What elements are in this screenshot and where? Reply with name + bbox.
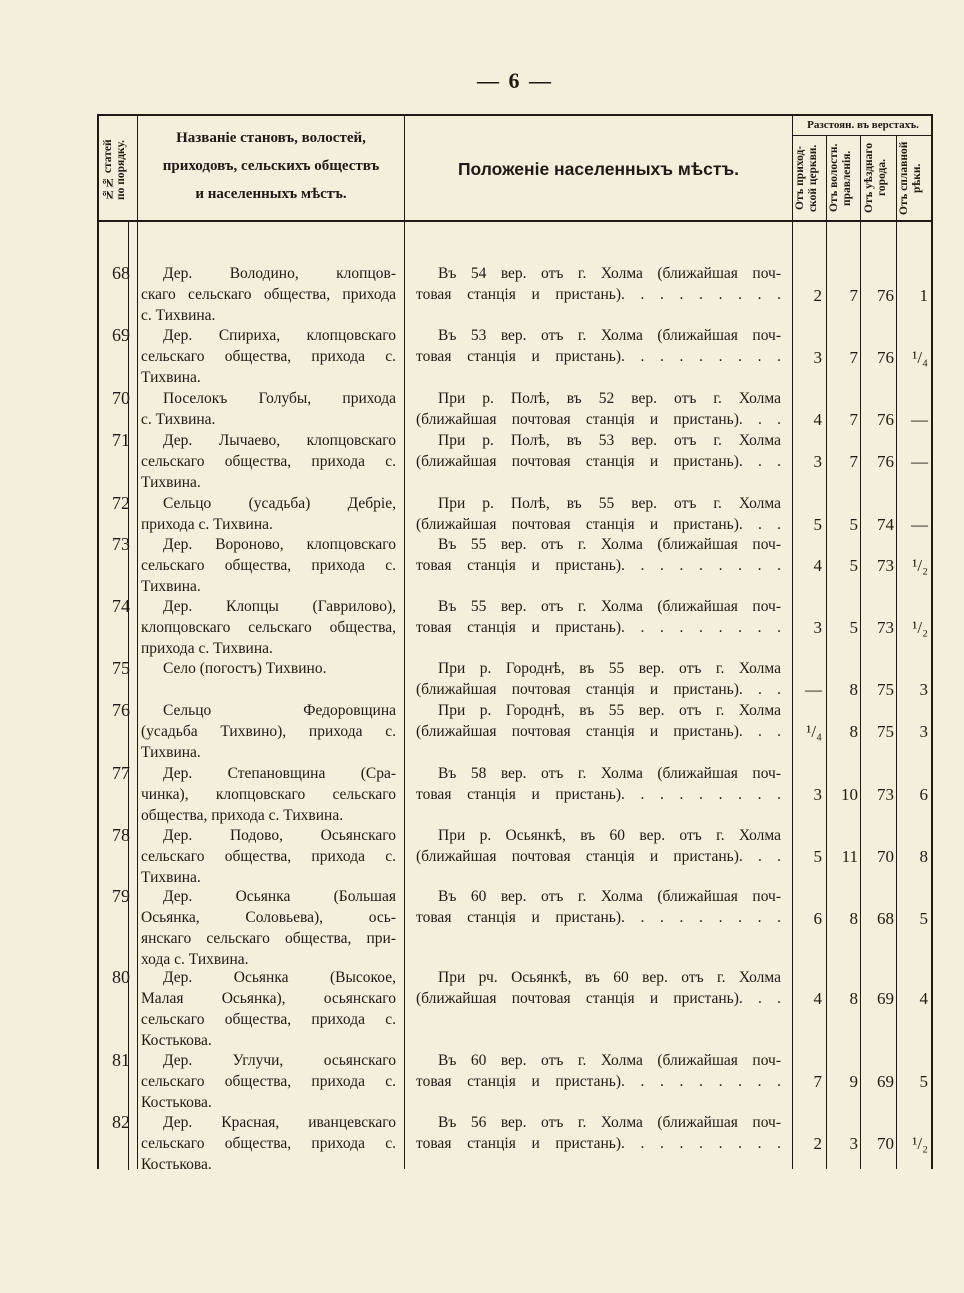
settlement-name-line: чинка), клопцовскаго сельскаго xyxy=(141,786,396,803)
settlement-name xyxy=(141,534,396,597)
row-number: 78 xyxy=(112,825,130,845)
settlement-name xyxy=(141,430,396,493)
distance-volost: 8 xyxy=(849,680,858,699)
distance-volost: 8 xyxy=(849,909,858,928)
settlement-position-line: товая станція и пристань). . . . . . . . . xyxy=(416,1073,781,1090)
settlement-position-line: товая станція и пристань). . . . . . . . . xyxy=(416,786,781,803)
distance-volost: 8 xyxy=(849,722,858,741)
settlement-position-line: (ближайшая почтовая станція и пристань). . . xyxy=(416,723,781,740)
distance-town: 69 xyxy=(877,1072,894,1091)
settlement-position xyxy=(416,534,781,576)
distance-volost: 9 xyxy=(849,1072,858,1091)
settlement-name xyxy=(141,658,396,679)
settlement-position-line: При р. Городнѣ, въ 55 вер. отъ г. Холма xyxy=(438,702,781,719)
settlement-position xyxy=(416,388,781,430)
column-rule xyxy=(404,114,405,1169)
settlement-position-line: (ближайшая почтовая станція и пристань). . . xyxy=(416,516,781,533)
distance-town: 73 xyxy=(877,785,894,804)
settlement-name-line: сельскаго общества, прихода с. xyxy=(141,1135,396,1152)
column-rule xyxy=(792,114,793,1169)
header-distance-line: рѣки. xyxy=(911,163,923,193)
distance-town: 73 xyxy=(877,618,894,637)
distance-church: 3 xyxy=(813,785,822,804)
distance-town: 76 xyxy=(877,452,894,471)
settlement-name-line: Дер. Степановщина (Сра- xyxy=(163,765,396,782)
distance-river: — xyxy=(911,515,928,534)
header-distance-line: Отъ волостн. xyxy=(828,143,840,213)
distance-town: 76 xyxy=(877,286,894,305)
distance-town: 75 xyxy=(877,680,894,699)
settlement-position xyxy=(416,700,781,742)
header-distance-church xyxy=(794,140,825,216)
row-number: 79 xyxy=(112,886,130,906)
settlement-name xyxy=(141,886,396,970)
row-number: 68 xyxy=(112,263,130,283)
settlement-position-line: товая станція и пристань). . . . . . . . . xyxy=(416,286,781,303)
distance-volost: 10 xyxy=(841,785,858,804)
distance-river: 3 xyxy=(919,680,928,699)
distance-volost: 5 xyxy=(849,515,858,534)
header-distance-town xyxy=(863,140,894,216)
header-position: Положеніе населенныхъ мѣстъ. xyxy=(457,159,740,179)
distance-town: 68 xyxy=(877,909,894,928)
settlement-position xyxy=(416,430,781,472)
header-bottom-rule xyxy=(97,220,933,222)
settlement-name-line: Тихвина. xyxy=(141,474,201,491)
distance-volost: 11 xyxy=(841,847,858,866)
settlement-name-line: Малая Осьянка), осьянскаго xyxy=(141,990,396,1007)
row-number: 81 xyxy=(112,1050,130,1070)
settlement-name-line: янскаго сельскаго общества, при- xyxy=(141,930,396,947)
header-distance-line: ской церкви. xyxy=(807,144,819,212)
settlement-position xyxy=(416,886,781,928)
header-number-line: №№ статей xyxy=(102,139,114,201)
settlement-name-line: с. Тихвина. xyxy=(141,411,216,428)
distance-volost: 5 xyxy=(849,556,858,575)
distance-church: 3 xyxy=(813,348,822,367)
settlement-name-line: Дер. Углучи, осьянскаго xyxy=(163,1052,396,1069)
header-distance-river xyxy=(898,140,929,216)
column-rule xyxy=(931,114,933,1169)
header-name xyxy=(140,124,402,208)
distance-church: — xyxy=(805,680,822,699)
distance-volost: 3 xyxy=(849,1134,858,1153)
distance-church: 2 xyxy=(813,286,822,305)
settlement-name-line: Дер. Красная, иванцевскаго xyxy=(163,1114,396,1131)
column-rule xyxy=(137,114,138,1169)
distance-town: 76 xyxy=(877,348,894,367)
distance-river: ¹/₂ xyxy=(912,1134,928,1153)
settlement-name-line: Дер. Спириха, клопцовскаго xyxy=(163,327,396,344)
row-number: 70 xyxy=(112,388,130,408)
column-rule xyxy=(128,222,129,1170)
settlement-position-line: товая станція и пристань). . . . . . . . . xyxy=(416,1135,781,1152)
settlement-name xyxy=(141,263,396,326)
distance-river: ¹/₂ xyxy=(912,618,928,637)
header-name-line: приходовъ, сельскихъ обществъ xyxy=(162,158,380,174)
distance-church: ¹/₄ xyxy=(806,722,822,741)
header-name-line: и населенныхъ мѣстъ. xyxy=(195,186,347,202)
row-number: 82 xyxy=(112,1112,130,1132)
distance-river: 5 xyxy=(919,909,928,928)
settlement-name xyxy=(141,493,396,535)
header-distance-line: правленія. xyxy=(841,150,853,206)
header-name-line: Названіе становъ, волостей, xyxy=(176,130,366,146)
page-number: — 6 — xyxy=(477,68,553,93)
settlement-name-line: Село (погостъ) Тихвино. xyxy=(163,660,327,677)
column-rule xyxy=(860,136,861,1169)
row-number: 74 xyxy=(112,596,130,616)
settlement-position xyxy=(416,493,781,535)
settlement-position-line: При р. Городнѣ, въ 55 вер. отъ г. Холма xyxy=(438,660,781,677)
settlement-name-line: общества, прихода с. Тихвина. xyxy=(141,807,344,824)
header-distance-line: Отъ уѣзднаго xyxy=(863,142,875,214)
settlement-name xyxy=(141,763,396,826)
settlement-name-line: Поселокъ Голубы, прихода xyxy=(163,390,396,407)
header-distance-line: Отъ сплавной xyxy=(898,141,910,215)
distance-river: 1 xyxy=(919,286,928,305)
settlement-position xyxy=(416,763,781,805)
settlement-name-line: Осьянка, Соловьева), ось- xyxy=(141,909,396,926)
distance-river: ¹/₂ xyxy=(912,556,928,575)
settlement-name xyxy=(141,967,396,1051)
settlement-name xyxy=(141,596,396,659)
distance-town: 75 xyxy=(877,722,894,741)
row-number: 73 xyxy=(112,534,130,554)
settlement-position-line: товая станція и пристань). . . . . . . . . xyxy=(416,619,781,636)
distance-town: 70 xyxy=(877,1134,894,1153)
distance-church: 3 xyxy=(813,618,822,637)
settlement-position-line: При р. Полѣ, въ 53 вер. отъ г. Холма xyxy=(438,432,781,449)
settlement-position xyxy=(416,967,781,1009)
distance-river: — xyxy=(911,452,928,471)
settlement-position-line: (ближайшая почтовая станція и пристань). . . xyxy=(416,453,781,470)
settlement-name-line: Костькова. xyxy=(141,1094,212,1111)
settlement-name-line: Костькова. xyxy=(141,1032,212,1049)
row-number: 69 xyxy=(112,325,130,345)
row-number: 80 xyxy=(112,967,130,987)
settlement-name-line: Дер. Лычаево, клопцовскаго xyxy=(163,432,396,449)
settlement-position-line: Въ 58 вер. отъ г. Холма (ближайшая поч- xyxy=(438,765,781,782)
settlement-position-line: При р. Полѣ, въ 55 вер. отъ г. Холма xyxy=(438,495,781,512)
settlement-name xyxy=(141,1050,396,1113)
header-distance-line: Отъ приход- xyxy=(794,145,806,211)
settlement-position-line: При рч. Осьянкѣ, въ 60 вер. отъ г. Холма xyxy=(438,969,781,986)
row-number: 75 xyxy=(112,658,130,678)
settlement-name-line: (усадьба Тихвино), прихода с. xyxy=(141,723,396,740)
settlement-name-line: Костькова. xyxy=(141,1156,212,1173)
settlement-name-line: Дер. Осьянка (Высокое, xyxy=(163,969,396,986)
distance-volost: 8 xyxy=(849,989,858,1008)
settlement-name-line: Тихвина. xyxy=(141,578,201,595)
settlement-name-line: сельскаго общества, прихода с. xyxy=(141,453,396,470)
distance-church: 4 xyxy=(813,410,822,429)
settlement-position xyxy=(416,1050,781,1092)
distance-church: 2 xyxy=(813,1134,822,1153)
row-number: 72 xyxy=(112,493,130,513)
settlement-name-line: Тихвина. xyxy=(141,869,201,886)
row-number: 76 xyxy=(112,700,130,720)
distance-town: 74 xyxy=(877,515,894,534)
settlement-position-line: Въ 55 вер. отъ г. Холма (ближайшая поч- xyxy=(438,536,781,553)
distance-volost: 5 xyxy=(849,618,858,637)
settlement-name-line: прихода с. Тихвина. xyxy=(141,640,273,657)
settlement-position-line: (ближайшая почтовая станція и пристань). . . xyxy=(416,848,781,865)
header-number xyxy=(102,126,134,214)
settlement-name-line: сельскаго общества, прихода с. xyxy=(141,1011,396,1028)
settlement-position-line: Въ 60 вер. отъ г. Холма (ближайшая поч- xyxy=(438,1052,781,1069)
settlement-position xyxy=(416,1112,781,1154)
settlement-position-line: Въ 53 вер. отъ г. Холма (ближайшая поч- xyxy=(438,327,781,344)
row-number: 77 xyxy=(112,763,130,783)
distance-church: 6 xyxy=(813,909,822,928)
settlement-position-line: Въ 55 вер. отъ г. Холма (ближайшая поч- xyxy=(438,598,781,615)
settlement-position-line: Въ 56 вер. отъ г. Холма (ближайшая поч- xyxy=(438,1114,781,1131)
header-distance-group: Разстоян. въ верстахъ. xyxy=(807,119,919,131)
distance-church: 3 xyxy=(813,452,822,471)
distance-river: ¹/₄ xyxy=(912,348,928,367)
settlement-name-line: скаго сельскаго общества, прихода xyxy=(141,286,396,303)
settlement-name-line: сельскаго общества, прихода с. xyxy=(141,848,396,865)
column-rule xyxy=(97,114,99,1169)
settlement-name-line: Дер. Клопцы (Гаврилово), xyxy=(163,598,396,615)
distance-church: 5 xyxy=(813,515,822,534)
settlement-position-line: (ближайшая почтовая станція и пристань). . . xyxy=(416,411,781,428)
settlement-name-line: Тихвина. xyxy=(141,744,201,761)
distance-river: 3 xyxy=(919,722,928,741)
settlement-name-line: сельскаго общества, прихода с. xyxy=(141,557,396,574)
settlement-name xyxy=(141,1112,396,1175)
settlement-name-line: Дер. Осьянка (Большая xyxy=(163,888,396,905)
settlement-name-line: прихода с. Тихвина. xyxy=(141,516,273,533)
settlement-position-line: (ближайшая почтовая станція и пристань). . . xyxy=(416,681,781,698)
settlement-position-line: При р. Полѣ, въ 52 вер. отъ г. Холма xyxy=(438,390,781,407)
distance-town: 70 xyxy=(877,847,894,866)
settlement-position xyxy=(416,825,781,867)
column-rule xyxy=(896,136,897,1169)
settlement-position-line: Въ 60 вер. отъ г. Холма (ближайшая поч- xyxy=(438,888,781,905)
settlement-name-line: сельскаго общества, прихода с. xyxy=(141,348,396,365)
settlement-name-line: хода с. Тихвина. xyxy=(141,951,249,968)
settlement-name xyxy=(141,388,396,430)
settlement-position-line: (ближайшая почтовая станція и пристань). . . xyxy=(416,990,781,1007)
settlement-position-line: Въ 54 вер. отъ г. Холма (ближайшая поч- xyxy=(438,265,781,282)
distance-volost: 7 xyxy=(849,286,858,305)
settlement-position-line: товая станція и пристань). . . . . . . . . xyxy=(416,909,781,926)
settlement-name xyxy=(141,825,396,888)
settlement-name-line: сельскаго общества, прихода с. xyxy=(141,1073,396,1090)
distance-river: 4 xyxy=(919,989,928,1008)
settlement-name-line: Сельцо Федоровщина xyxy=(163,702,396,719)
settlement-name xyxy=(141,700,396,763)
distance-river: 6 xyxy=(919,785,928,804)
distance-church: 4 xyxy=(813,989,822,1008)
settlement-name-line: с. Тихвина. xyxy=(141,307,216,324)
distance-town: 69 xyxy=(877,989,894,1008)
distance-church: 5 xyxy=(813,847,822,866)
settlement-position xyxy=(416,325,781,367)
settlement-name-line: Дер. Володино, клопцов- xyxy=(163,265,396,282)
distance-river: — xyxy=(911,410,928,429)
header-distance-volost xyxy=(828,140,859,216)
distance-group-rule xyxy=(793,135,933,136)
settlement-position-line: товая станція и пристань). . . . . . . . . xyxy=(416,557,781,574)
row-number: 71 xyxy=(112,430,130,450)
settlement-name-line: Тихвина. xyxy=(141,369,201,386)
column-rule xyxy=(826,136,827,1169)
settlement-name-line: Сельцо (усадьба) Дебріе, xyxy=(163,495,396,512)
settlement-name-line: Дер. Вороново, клопцовскаго xyxy=(163,536,396,553)
settlement-name-line: клопцовскаго сельскаго общества, xyxy=(141,619,396,636)
settlement-name xyxy=(141,325,396,388)
distance-volost: 7 xyxy=(849,452,858,471)
settlement-position xyxy=(416,596,781,638)
distance-church: 7 xyxy=(813,1072,822,1091)
distance-volost: 7 xyxy=(849,348,858,367)
distance-town: 73 xyxy=(877,556,894,575)
distance-river: 5 xyxy=(919,1072,928,1091)
distance-river: 8 xyxy=(919,847,928,866)
settlement-position-line: При р. Осьянкѣ, въ 60 вер. отъ г. Холма xyxy=(438,827,781,844)
distance-church: 4 xyxy=(813,556,822,575)
settlement-name-line: Дер. Подово, Осьянскаго xyxy=(163,827,396,844)
distance-volost: 7 xyxy=(849,410,858,429)
distance-town: 76 xyxy=(877,410,894,429)
settlement-position xyxy=(416,263,781,305)
header-distance-line: города. xyxy=(876,159,888,197)
header-number-line: по порядку. xyxy=(115,140,127,200)
settlement-position xyxy=(416,658,781,700)
settlement-position-line: товая станція и пристань). . . . . . . . . xyxy=(416,348,781,365)
